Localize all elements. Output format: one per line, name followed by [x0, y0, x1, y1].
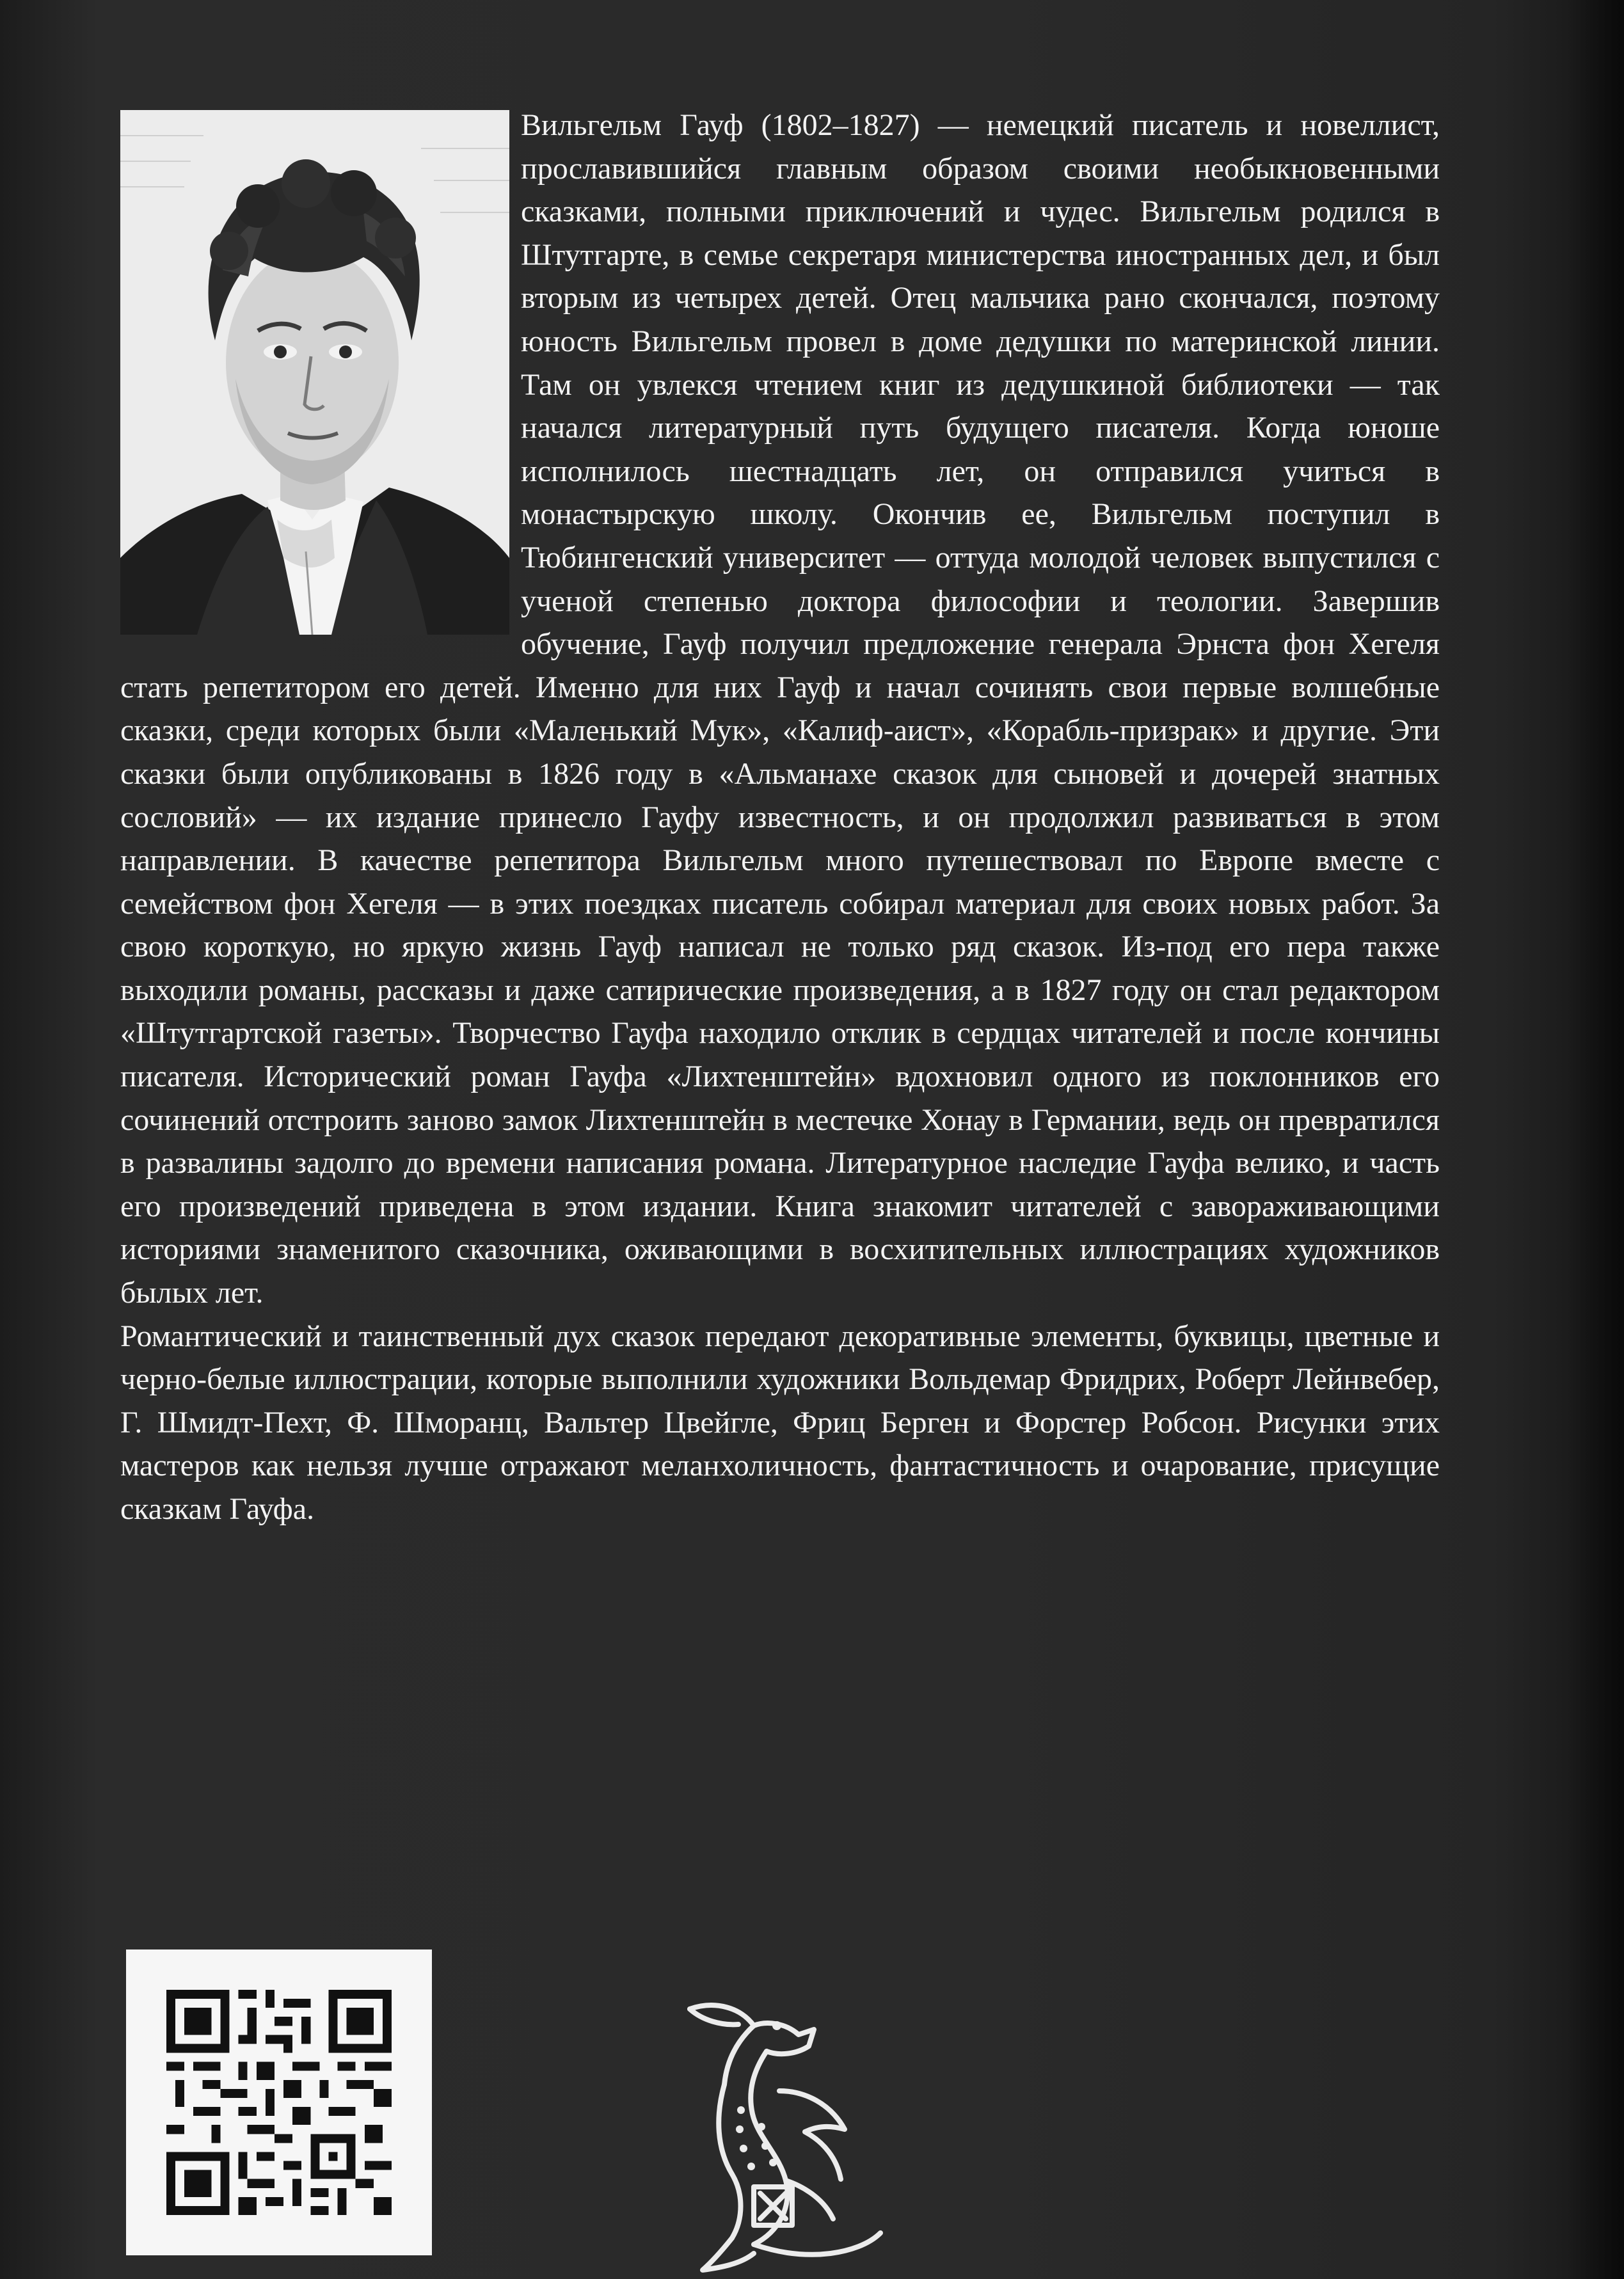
dragon-emblem-icon [677, 1995, 895, 2279]
qr-code[interactable] [126, 1949, 432, 2255]
annotation-paragraph-1: Вильгельм Гауф (1802–1827) — немецкий писатель и новеллист, прославившийся главным образом своими необыкновенными сказками, полными приключений и чудес. Вильгельм родился в Штутгарте, в семье секретаря министерства иностранных дел, и был вторым из четырех детей. Отец мальчика рано скончался, поэтому юность Вильгельм провел в доме дедушки по материнской линии. Там он увлекся чтением книг из дедушкиной библиотеки — так начался литературный путь будущего писателя. Когда юноше исполнилось шестнадцать лет, он отправился учиться в монастырскую школу. Окончив ее, Вильгельм поступил в Тюбингенский университет — оттуда молодой человек выпустился с ученой степенью доктора философии и теологии. Завершив обучение, Гауф получил предложение генерала Эрнста фон Хегеля стать репетитором его детей. Именно для них Гауф и начал сочинять свои первые волшебные сказки, среди которых были «Маленький Мук», «Калиф-аист», «Корабль-призрак» и другие. Эти сказки были опубликованы в 1826 году в «Альманахе сказок для сыновей и дочерей знатных сословий» — их издание принесло Гауфу известность, и он продолжил развиваться в этом направлении. В качестве репетитора Вильгельм много путешествовал по Европе вместе с семейством фон Хегеля — в этих поездках писатель собирал материал для своих новых работ. За свою короткую, но яркую жизнь Гауф написал не только ряд сказок. Из-под его пера также выходили романы, рассказы и даже сатирические произведения, а в 1827 году он стал редактором «Штутгартской газеты». Творчество Гауфа находило отклик в сердцах читателей и после кончины писателя. Исторический роман Гауфа «Лихтенштейн» вдохновил одного из поклонников его сочинений отстроить заново замок Лихтенштейн в местечке Хонау в Германии, ведь он превратился в развалины задолго до времени написания романа. Литературное наследие Гауфа велико, и часть его произведений приведена в этом издании. Книга знакомит читателей с завораживающими историями знаменитого сказочника, оживающими в восхитительных иллюстрациях художников былых лет. [120, 108, 1440, 1310]
portrait-spacer [120, 104, 516, 636]
annotation-paragraph-2: Романтический и таинственный дух сказок передают декоративные элементы, буквицы, цветные и черно-белые иллюстрации, которые выполнили художники Вольдемар Фридрих, Роберт Лейнвебер, Г. Шмидт-Пехт, Ф. Шморанц, Вальтер Цвейгле, Фриц Берген и Форстер Робсон. Рисунки этих мастеров как нельзя лучше отражают меланхоличность, фантастичность и очарование, присущие сказкам Гауфа. [120, 1319, 1440, 1526]
author-annotation [120, 104, 1440, 1531]
publisher-logo [677, 1995, 895, 2279]
cover-edge-shadow [1566, 0, 1624, 2279]
qr-code-icon [166, 1990, 392, 2215]
